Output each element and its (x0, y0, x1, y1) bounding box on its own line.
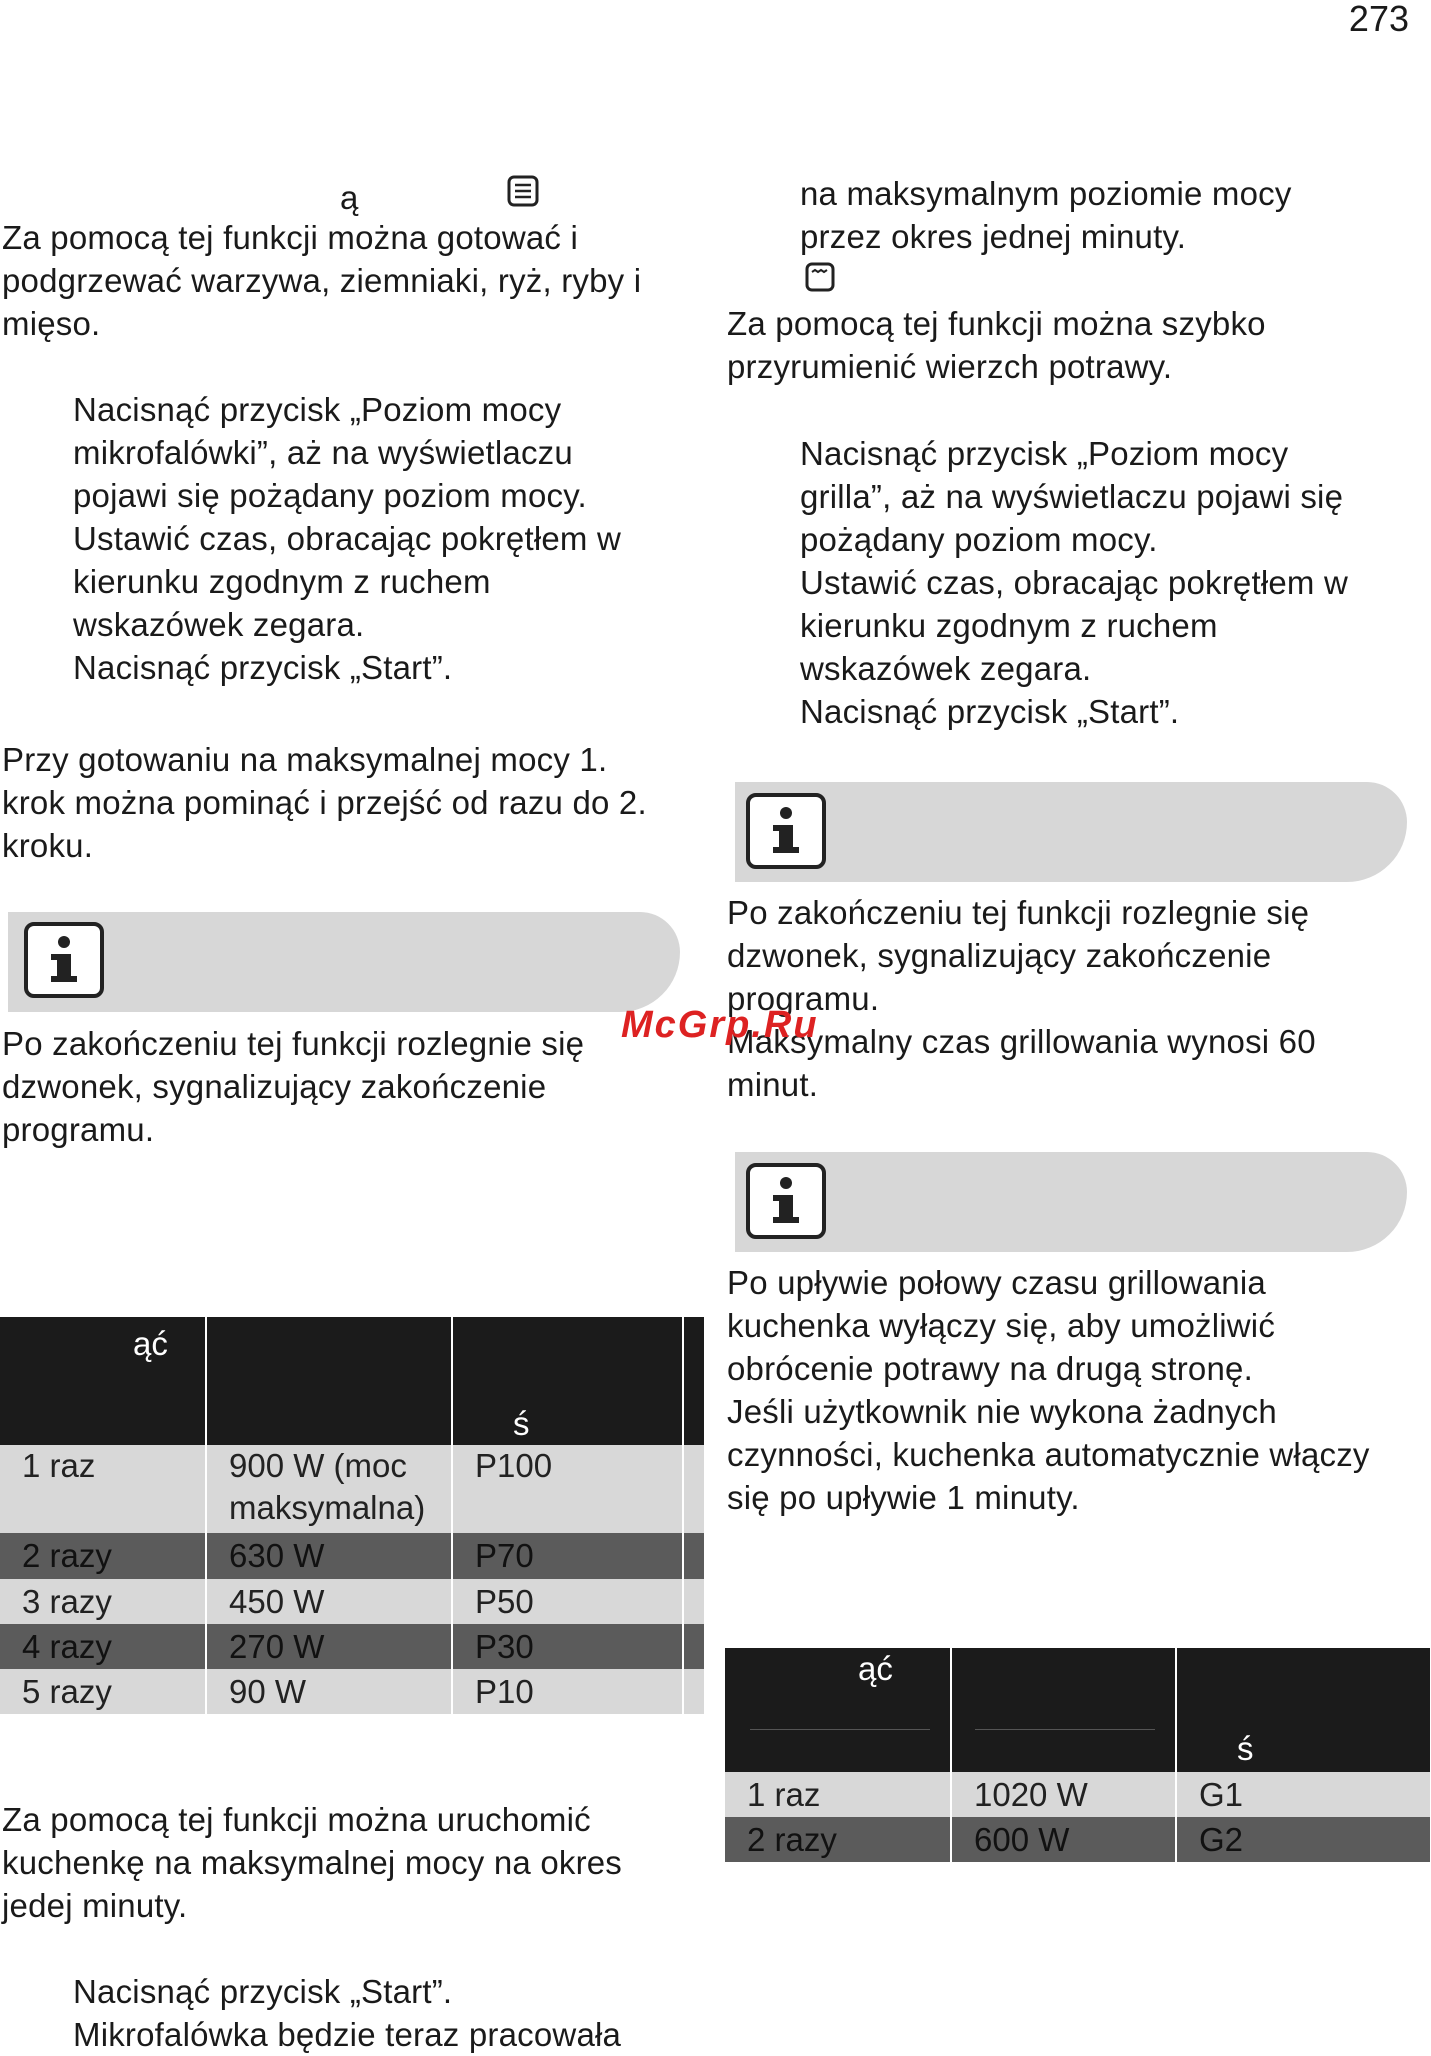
watermark: McGrp.Ru (621, 1004, 819, 1046)
intro-paragraph: Za pomocą tej funkcji można gotować i podgrzewać warzywa, ziemniaki, ryż, ryby i mięso. (2, 219, 642, 342)
table-header (206, 1317, 452, 1445)
table-header (951, 1648, 1176, 1772)
info-band (8, 912, 680, 1012)
section-heading-glyph: ą (340, 179, 359, 216)
table-row: 2 razy 600 W G2 (725, 1817, 1431, 1862)
quick-start-continuation: na maksymalnym poziomie mocy przez okres jednej minuty. (800, 175, 1292, 255)
microwave-steps: Nacisnąć przycisk „Poziom mocy mikrofalówki”, aż na wyświetlaczu pojawi się pożądany poziom mocy. Ustawić czas, obracając pokrętłem w kierunku zgodnym z ruchem wskazówek zegara. Nacisnąć przycisk „Start”. (73, 391, 622, 686)
header-rule (975, 1729, 1155, 1730)
table-header: ąć (0, 1317, 206, 1445)
table-row: 1 raz 900 W (moc maksymalna) P100 (0, 1445, 705, 1533)
page-number: 273 (1348, 0, 1409, 39)
grill-steps: Nacisnąć przycisk „Poziom mocy grilla”, aż na wyświetlaczu pojawi się pożądany poziom mocy. Ustawić czas, obracając pokrętłem w kierunku zgodnym z ruchem wskazówek zegara. Nacisnąć przycisk „Start”. (800, 435, 1349, 730)
table-header: ś (1176, 1648, 1431, 1772)
grill-icon (804, 261, 836, 293)
quick-start-paragraph: Za pomocą tej funkcji można uruchomić kuchenkę na maksymalnej mocy na okres jedej minuty. (2, 1801, 623, 1924)
table-row: 3 razy 450 W P50 (0, 1579, 705, 1624)
info-icon (746, 1163, 826, 1239)
table-header: ś (452, 1317, 683, 1445)
info-icon (24, 922, 104, 998)
info-text: Po zakończeniu tej funkcji rozlegnie się dzwonek, sygnalizujący zakończenie programu. (2, 1025, 585, 1148)
grill-turn-info: Po upływie połowy czasu grillowania kuchenka wyłączy się, aby umożliwić obrócenie potrawy na drugą stronę. Jeśli użytkownik nie wykona żadnych czynności, kuchenka automatycznie włączy się po upływie 1 minuty. (727, 1264, 1370, 1516)
grill-power-table (725, 1648, 1431, 1862)
grill-intro: Za pomocą tej funkcji można szybko przyrumienić wierzch potrawy. (727, 305, 1266, 385)
info-band (735, 782, 1407, 882)
table-row: 1 raz 1020 W G1 (725, 1772, 1431, 1817)
info-band (735, 1152, 1407, 1252)
microwave-power-table (0, 1317, 706, 1714)
table-row: 2 razy 630 W P70 (0, 1533, 705, 1579)
table-row: 4 razy 270 W P30 (0, 1624, 705, 1669)
header-rule (750, 1729, 930, 1730)
info-icon (746, 793, 826, 869)
steam-cook-icon (506, 174, 540, 208)
grill-info-text: Po zakończeniu tej funkcji rozlegnie się dzwonek, sygnalizujący zakończenie programu. Maksymalny czas grillowania wynosi 60 minut. (727, 894, 1316, 1103)
max-power-note: Przy gotowaniu na maksymalnej mocy 1. krok można pominąć i przejść od razu do 2. kroku. (2, 741, 647, 864)
table-row: 5 razy 90 W P10 (0, 1669, 705, 1714)
quick-start-steps: Nacisnąć przycisk „Start”. Mikrofalówka będzie teraz pracowała (73, 1973, 622, 2053)
table-header: ąć (725, 1648, 951, 1772)
